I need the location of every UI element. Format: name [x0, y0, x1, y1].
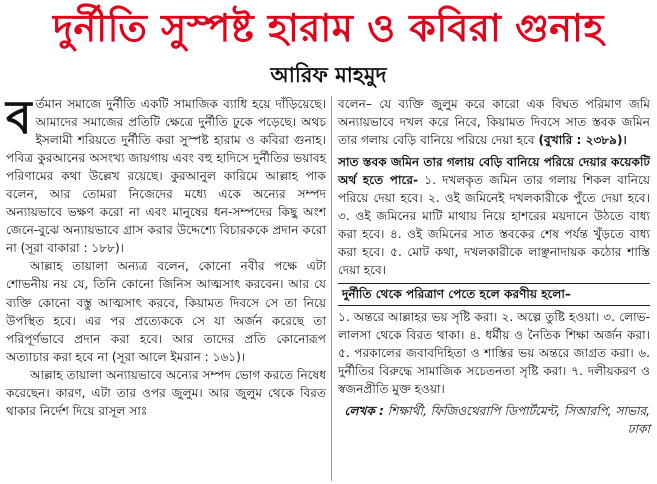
article-headline: দুর্নীতি সুস্পষ্ট হারাম ও কবিরা গুনাহ: [53, 6, 604, 50]
byline-text: শিক্ষার্থী, ফিজিওথেরাপি ডিপার্টমেন্ট, সিআরপি, সাভার, ঢাকা: [387, 403, 650, 436]
byline-label: লেখক :: [344, 403, 384, 418]
author-name: আরিফ মাহমুদ: [270, 63, 387, 87]
author-byline: [338, 402, 650, 438]
intro-paragraph: [338, 95, 650, 149]
points-list-1: ১. দখলকৃত জমিন তার গলায় শিকল বানিয়ে পরিয়ে দেয়া হবে। ২. ওই জমিনেই দখলকারীকে পুঁতে দেয়া হবে। ৩. ওই জমিনের মাটি মাথায় নিয়ে হাশরের ময়দানে উঠতে বাধ্য করা হবে। ৪. ওই জমিনের সাত স্তবকের শেষ পর্যন্ত খুঁড়তে বাধ্য করা হবে। ৫. মোট কথা, দখলকারীকে লাঞ্ছনাদায়ক কঠোর শাস্তি দেয়া হবে।: [338, 173, 650, 278]
intro-text: বলেন– যে ব্যক্তি জুলুম করে কারো এক বিঘত পরিমাণ জমি অন্যায়ভাবে দখল করে নিবে, কিয়ামত দিবসে সাত স্তবক জমিন তার গলায় বেড়ি বানিয়ে পরিয়ে দেয়া হবে: [338, 97, 650, 148]
left-column: [6, 90, 326, 420]
paragraph-2: আল্লাহ তায়ালা অন্যত্র বলেন, কোনো নবীর পক্ষে এটা শোভনীয় নয় যে, তিনি কোনো জিনিস আত্মসাৎ করবেন। আর যে ব্যক্তি কোনো বস্তু আত্মসাৎ করবে, কিয়ামত দিবসে সে তা নিয়ে উপস্থিত হবে। এর পর প্রত্যেককে সে যা অর্জন করেছে তা পরিপূর্ণভাবে প্রদান করা হবে। আর তাদের প্রতি কোনোরূপ অত্যাচার করা হবে না (সূরা আলে ইমরান : ১৬১)।: [6, 259, 326, 364]
subhead-2: দুর্নীতি থেকে পরিত্রাণ পেতে হলে করণীয় হলো–: [338, 283, 650, 305]
paragraph-3: আল্লাহ তায়ালা অন্যায়ভাবে অন্যের সম্পদ ভোগ করতে নিষেধ করেছেন। কারণ, এটা তার ওপর জুলুম। আর জুলুম থেকে বিরত থাকার নির্দেশ দিয়ে রাসূল সাঃ: [6, 367, 326, 418]
right-column: [338, 95, 650, 438]
column-divider: [331, 96, 332, 481]
subhead-1: সাত স্তবক জমিন তার গলায় বেড়ি বানিয়ে পরিয়ে দেয়ার কয়েকটি অর্থ হতে পারে-: [338, 155, 650, 188]
hadith-reference: (বুখারি : ২৩৮৯)।: [538, 133, 627, 148]
points-list-2: ১. অন্তরে আল্লাহর ভয় সৃষ্টি করা। ২. অল্পে তুষ্টি হওয়া। ৩. লোভ-লালসা থেকে বিরত থাকা। ৪. ধর্মীয় ও নৈতিক শিক্ষা অর্জন করা। ৫. পরকালের জবাবদিহিতা ও শাস্তির ভয় অন্তরে জাগ্রত করা। ৬. দুর্নীতির বিরুদ্ধে সামাজিক সচেতনতা সৃষ্টি করা। ৭. দলীয়করণ ও স্বজনপ্রীতি মুক্ত হওয়া।: [338, 309, 650, 396]
drop-cap: ব: [6, 90, 32, 144]
paragraph-1-text: র্তমান সমাজে দুর্নীতি একটি সামাজিক ব্যাধি হয়ে দাঁড়িয়েছে। আমাদের সমাজের প্রতিটি ক্ষেত্রে দুর্নীতি ঢুকে পড়েছে। অথচ ইসলামী শরিয়তে দুর্নীতি করা সুস্পষ্ট হারাম ও কবিরা গুনাহ। পবিত্র কুরআনের অসংখ্য জায়গায় এবং বহু হাদিসে দুর্নীতির ভয়াবহ পরিণামের কথা উল্লেখ রয়েছে। কুরআনুল কারিমে আল্লাহ পাক বলেন, আর তোমরা নিজেদের মধ্যে একে অন্যের সম্পদ অন্যায়ভাবে ভক্ষণ করো না এবং মানুষের ধন-সম্পদের কিছু অংশ জেনে-বুঝে অন্যায়ভাবে গ্রাস করার উদ্দেশ্যে বিচারককে প্রদান করো না (সূরা বাকারা : ১৮৮)।: [6, 97, 326, 256]
paragraph-1: [6, 90, 326, 257]
subhead-seven-layers: [338, 153, 650, 279]
